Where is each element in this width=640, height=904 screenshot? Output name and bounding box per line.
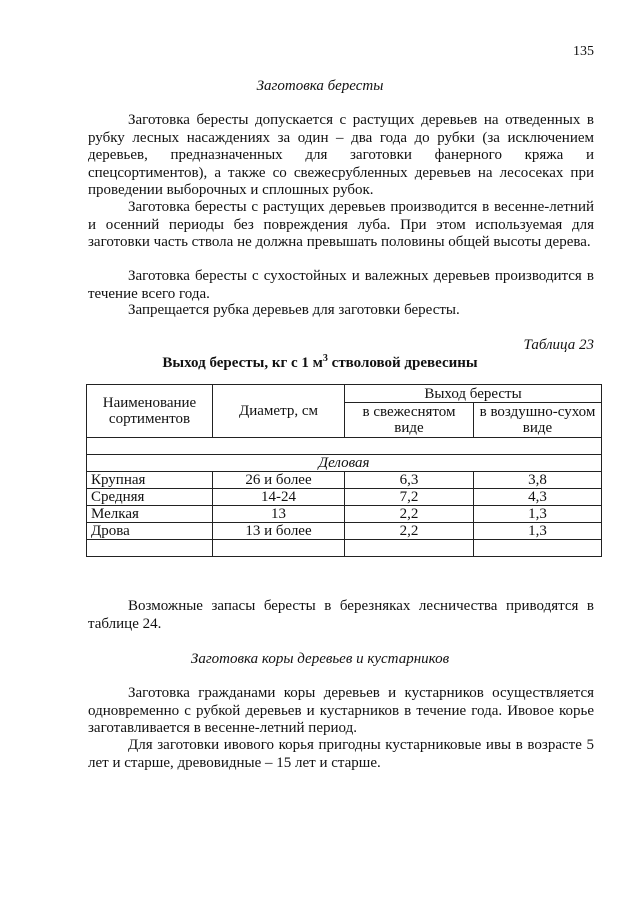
paragraph: Заготовка гражданами коры деревьев и кустарников осуществляется одновременно с рубкой деревьев и кустарников в течение года. Ивовое корье заготавливается в весенне-летний период.: [88, 685, 594, 736]
cell-name: Крупная: [87, 472, 213, 489]
cell-diameter: 13 и более: [213, 523, 345, 540]
cell-diameter: 14-24: [213, 489, 345, 506]
cell-fresh: 2,2: [345, 523, 474, 540]
table-caption: Таблица 23: [523, 337, 594, 353]
table-row: [87, 489, 602, 506]
header-name: Наименование сортиментов: [87, 385, 213, 438]
paragraph: Заготовка бересты допускается с растущих деревьев на отведенных в рубку лесных насаждениях за один – два года до рубки (за исключением деревьев, предназначенных для заготовки фанерного кряжа и спецсортиментов), а также со свежесрубленных деревьев на лесосеках при проведении выборочных и сплошных рубок.: [88, 112, 594, 198]
group-label: Деловая: [87, 455, 602, 472]
table-title: [0, 353, 640, 372]
cell-name: Мелкая: [87, 506, 213, 523]
table-row: [87, 472, 602, 489]
cell-name: Дрова: [87, 523, 213, 540]
header-yield: Выход бересты: [345, 385, 602, 403]
cell-fresh: 6,3: [345, 472, 474, 489]
cell-fresh: 7,2: [345, 489, 474, 506]
paragraph: Запрещается рубка деревьев для заготовки бересты.: [128, 302, 460, 318]
paragraph: Заготовка бересты с сухостойных и валежных деревьев производится в течение всего года.: [88, 268, 594, 302]
table-row: [87, 523, 602, 540]
cell-fresh: 2,2: [345, 506, 474, 523]
header-dry: в воздушно-сухом виде: [474, 403, 602, 438]
section-heading-cortex: Заготовка коры деревьев и кустарников: [190, 651, 450, 667]
header-fresh: в свежеснятом виде: [345, 403, 474, 438]
paragraph: Заготовка бересты с растущих деревьев производится в весенне-летний и осенний периоды без повреждения луба. При этом используемая для заготовки часть ствола не должна превышать половины общей высоты дерева.: [88, 199, 594, 250]
page-number: 135: [573, 44, 594, 59]
cell-dry: 3,8: [474, 472, 602, 489]
header-diameter: Диаметр, см: [213, 385, 345, 438]
section-heading-bark: Заготовка бересты: [256, 78, 384, 94]
paragraph: Возможные запасы бересты в березняках лесничества приводятся в таблице 24.: [88, 598, 594, 632]
table-row-empty: [87, 540, 602, 557]
cell-dry: 1,3: [474, 506, 602, 523]
table-row-empty: [87, 438, 602, 455]
paragraph: Для заготовки ивового корья пригодны кустарниковые ивы в возрасте 5 лет и старше, древовидные – 15 лет и старше.: [88, 737, 594, 771]
cell-dry: 4,3: [474, 489, 602, 506]
cell-diameter: 26 и более: [213, 472, 345, 489]
table-row: [87, 506, 602, 523]
cell-name: Средняя: [87, 489, 213, 506]
cell-dry: 1,3: [474, 523, 602, 540]
table-title-sup: 3: [322, 353, 328, 364]
table-title-main: Выход бересты, кг с 1 м: [162, 355, 323, 371]
cell-diameter: 13: [213, 506, 345, 523]
bark-yield-table: [86, 384, 602, 557]
table-title-rest: стволовой древесины: [327, 355, 478, 371]
